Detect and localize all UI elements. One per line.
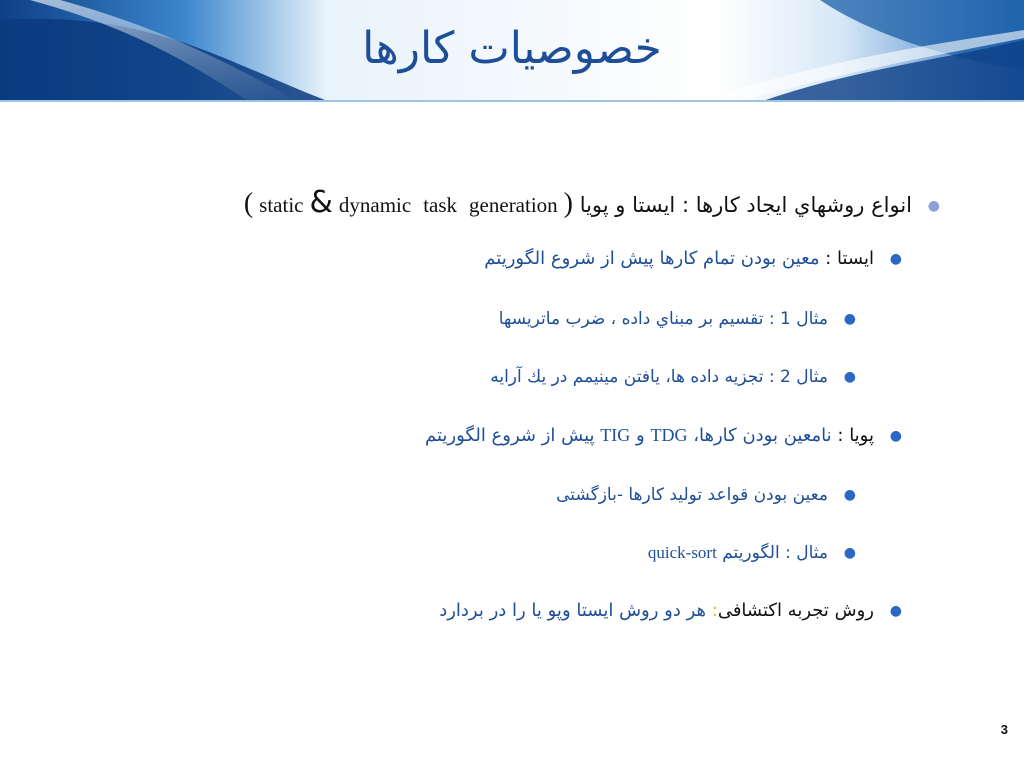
bullet-heuristic — [90, 586, 902, 646]
task-word: task — [423, 193, 458, 217]
bullet-dot-icon: ● — [927, 198, 940, 214]
bullet-dot-icon: ● — [843, 311, 856, 327]
heuristic-label: روش تجربه اكتشافی — [717, 600, 874, 621]
bullet-dot-icon: ● — [843, 369, 856, 385]
dynamic-label: پويا : — [837, 425, 874, 446]
paren-open: ( — [243, 188, 254, 219]
bullet-dynamic — [90, 410, 902, 470]
slide-title: خصوصیات کارها — [362, 23, 662, 74]
tdg-text: TDG — [650, 425, 688, 445]
dynamic-text-a: نامعين بودن كارها، — [693, 425, 832, 446]
slide-content — [90, 178, 940, 646]
bullet-dynamic-sub-2 — [90, 528, 856, 586]
example-1-text: مثال 1 : تقسيم بر مبناي داده ، ضرب ماتريسها — [498, 309, 828, 329]
bullet-dynamic-sub-1 — [90, 470, 856, 528]
bullet-task-generation — [90, 178, 940, 234]
dynamic-sub-2-text: مثال : الگوريتم — [722, 543, 828, 563]
task-generation-latin — [244, 178, 573, 230]
ampersand: & — [309, 185, 333, 220]
bullet-dot-icon: ● — [843, 487, 856, 503]
page-number: 3 — [1000, 722, 1008, 737]
paren-close: ) — [563, 188, 573, 219]
bullet-dot-icon: ● — [889, 251, 902, 267]
heuristic-colon: : — [711, 600, 718, 621]
quick-sort-text: quick-sort — [647, 543, 717, 562]
task-generation-text: انواع روشهاي ايجاد كارها : ايستا و پويا — [579, 193, 912, 217]
bullet-dot-icon: ● — [889, 428, 902, 444]
static-text: معين بودن تمام كارها پيش از شروع الگوريتم — [484, 248, 820, 269]
dynamic-text-b: پيش از شروع الگوريتم — [425, 425, 595, 446]
tig-text: TIG — [600, 425, 631, 445]
example-2-text: مثال 2 : تجزيه داده ها، يافتن مينيمم در يك آرايه — [490, 367, 828, 387]
dynamic-and: و — [636, 425, 645, 446]
dynamic-sub-1-text: معين بودن قواعد توليد كارها -بازگشتی — [556, 485, 828, 505]
heuristic-text: هر دو روش ايستا وپو يا را در بردارد — [439, 600, 706, 621]
bullet-example-2 — [90, 352, 856, 410]
bullet-dot-icon: ● — [843, 545, 856, 561]
static-word: static — [259, 193, 304, 217]
static-label: ايستا : — [825, 248, 874, 269]
bullet-example-1 — [90, 294, 856, 352]
generation-word: generation — [469, 193, 558, 217]
bullet-static — [90, 234, 902, 294]
bullet-dot-icon: ● — [889, 603, 902, 619]
dynamic-word: dynamic — [338, 193, 412, 217]
